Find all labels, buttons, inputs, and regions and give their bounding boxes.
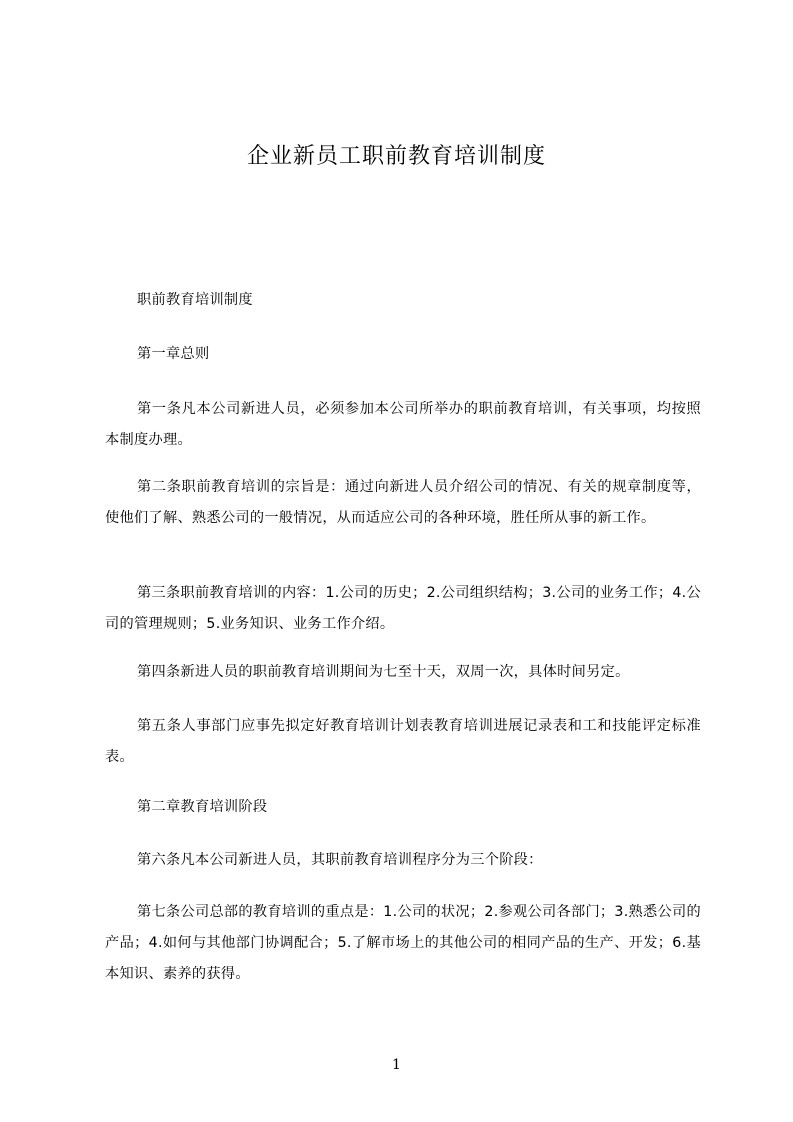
paragraph-section-heading: 职前教育培训制度 <box>137 292 253 308</box>
paragraph-chapter-one: 第一章总则 <box>137 346 210 362</box>
paragraph-chapter-two: 第二章教育培训阶段 <box>137 799 268 815</box>
paragraph-article-7: 第七条公司总部的教育培训的重点是：1.公司的状况；2.参观公司各部门；3.熟悉公司的产品；4.如何与其他部门协调配合；5.了解市场上的其他公司的相同产品的生产、开发；6.基本知识、素养的获得。 <box>105 904 701 982</box>
paragraph-article-5: 第五条人事部门应事先拟定好教育培训计划表教育培训进展记录表和工和技能评定标准表。 <box>105 718 701 765</box>
page-number: 1 <box>392 1057 401 1073</box>
paragraph-article-3: 第三条职前教育培训的内容：1.公司的历史；2.公司组织结构；3.公司的业务工作；4.公司的管理规则；5.业务知识、业务工作介绍。 <box>105 585 701 632</box>
paragraph-article-1: 第一条凡本公司新进人员，必须参加本公司所举办的职前教育培训，有关事项，均按照本制度办理。 <box>105 401 701 448</box>
paragraph-article-6: 第六条凡本公司新进人员，其职前教育培训程序分为三个阶段： <box>137 852 543 868</box>
document-title: 企业新员工职前教育培训制度 <box>246 144 546 169</box>
paragraph-article-4: 第四条新进人员的职前教育培训期间为七至十天，双周一次，具体时间另定。 <box>137 664 630 680</box>
paragraph-article-2: 第二条职前教育培训的宗旨是：通过向新进人员介绍公司的情况、有关的规章制度等，使他们了解、熟悉公司的一般情况，从而适应公司的各种环境，胜任所从事的新工作。 <box>105 479 701 526</box>
